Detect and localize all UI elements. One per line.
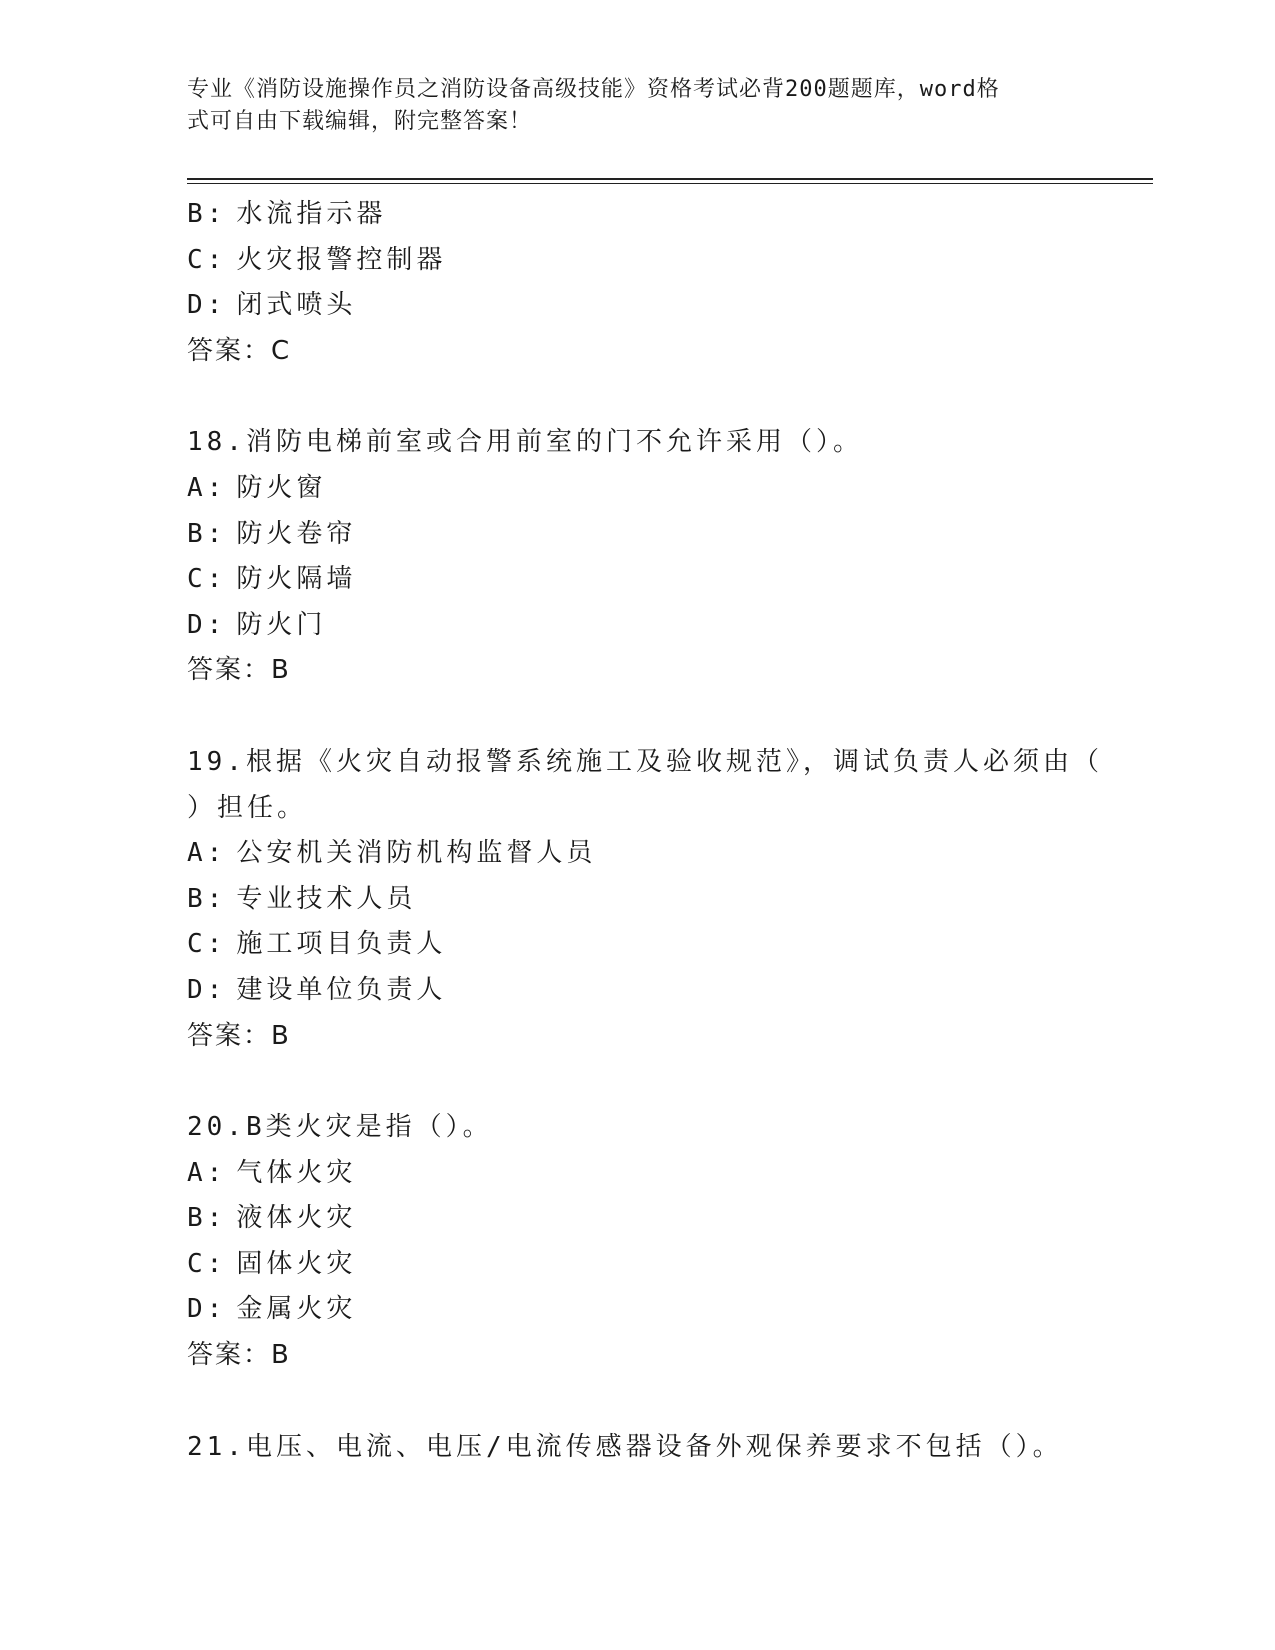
question-21 [187, 1425, 1087, 1471]
option-text: 固体火灾 [236, 1248, 357, 1279]
answer-line: 答案：C [187, 335, 292, 366]
answer-line: 答案：B [187, 1020, 291, 1051]
document-header [187, 74, 1067, 138]
question-20 [187, 1105, 1087, 1379]
option-row [187, 922, 1087, 968]
option-row [187, 512, 1087, 558]
option-letter: C: [187, 564, 227, 595]
option-row [187, 1287, 1087, 1333]
option-text: 防火窗 [236, 472, 327, 503]
option-letter: A: [187, 838, 227, 869]
option-text: 液体火灾 [236, 1203, 357, 1234]
option-row [187, 466, 1087, 512]
header-rule-thin [187, 183, 1153, 184]
header-line-2: 式可自由下载编辑，附完整答案！ [187, 109, 533, 134]
option-text: 水流指示器 [236, 199, 387, 229]
option-text: 公安机关消防机构监督人员 [236, 838, 597, 869]
question-stem: 20.B类火灾是指（）。 [187, 1112, 493, 1143]
option-text: 火灾报警控制器 [236, 244, 447, 275]
option-text: 气体火灾 [236, 1157, 357, 1188]
option-letter: A: [187, 1157, 227, 1188]
option-letter: B: [187, 199, 227, 229]
question-stem-continued: ）担任。 [187, 792, 308, 823]
option-letter: B: [187, 883, 227, 914]
question-stem: 18.消防电梯前室或合用前室的门不允许采用（）。 [187, 427, 863, 458]
option-text: 施工项目负责人 [236, 929, 447, 960]
header-rule-thick [187, 178, 1153, 180]
option-letter: D: [187, 1294, 227, 1325]
question-stem: 21.电压、电流、电压/电流传感器设备外观保养要求不包括（）。 [187, 1431, 1063, 1462]
option-letter: C: [187, 1248, 227, 1279]
option-text: 金属火灾 [236, 1294, 357, 1325]
option-letter: B: [187, 1203, 227, 1234]
header-line-1: 专业《消防设施操作员之消防设备高级技能》资格考试必背200题题库，word格 [187, 77, 1000, 102]
question-stem: 19.根据《火灾自动报警系统施工及验收规范》，调试负责人必须由（ [187, 746, 1103, 777]
option-row [187, 831, 1087, 877]
option-letter: C: [187, 929, 227, 960]
answer-line: 答案：B [187, 655, 291, 686]
option-row [187, 1151, 1087, 1197]
spacer [187, 694, 1087, 740]
option-row [187, 603, 1087, 649]
option-row [187, 238, 1087, 284]
option-letter: A: [187, 472, 227, 503]
question-18 [187, 420, 1087, 694]
option-text: 防火隔墙 [236, 564, 357, 595]
option-text: 防火门 [236, 609, 327, 640]
option-row [187, 1242, 1087, 1288]
option-letter: D: [187, 974, 227, 1005]
option-text: 防火卷帘 [236, 518, 357, 549]
option-row [187, 557, 1087, 603]
option-letter: C: [187, 244, 227, 275]
answer-line: 答案：B [187, 1340, 291, 1371]
option-row [187, 877, 1087, 923]
question-19 [187, 740, 1103, 1059]
option-text: 闭式喷头 [236, 290, 357, 321]
option-text: 建设单位负责人 [236, 974, 447, 1005]
option-row [187, 1196, 1087, 1242]
option-letter: D: [187, 290, 227, 321]
option-letter: B: [187, 518, 227, 549]
partial-question [187, 192, 1087, 374]
spacer [187, 1059, 1087, 1105]
option-row [187, 192, 1087, 238]
option-text: 专业技术人员 [236, 883, 417, 914]
option-row [187, 968, 1087, 1014]
spacer [187, 374, 1087, 420]
option-row [187, 283, 1087, 329]
option-letter: D: [187, 609, 227, 640]
question-list [187, 192, 1103, 1470]
spacer [187, 1379, 1087, 1425]
